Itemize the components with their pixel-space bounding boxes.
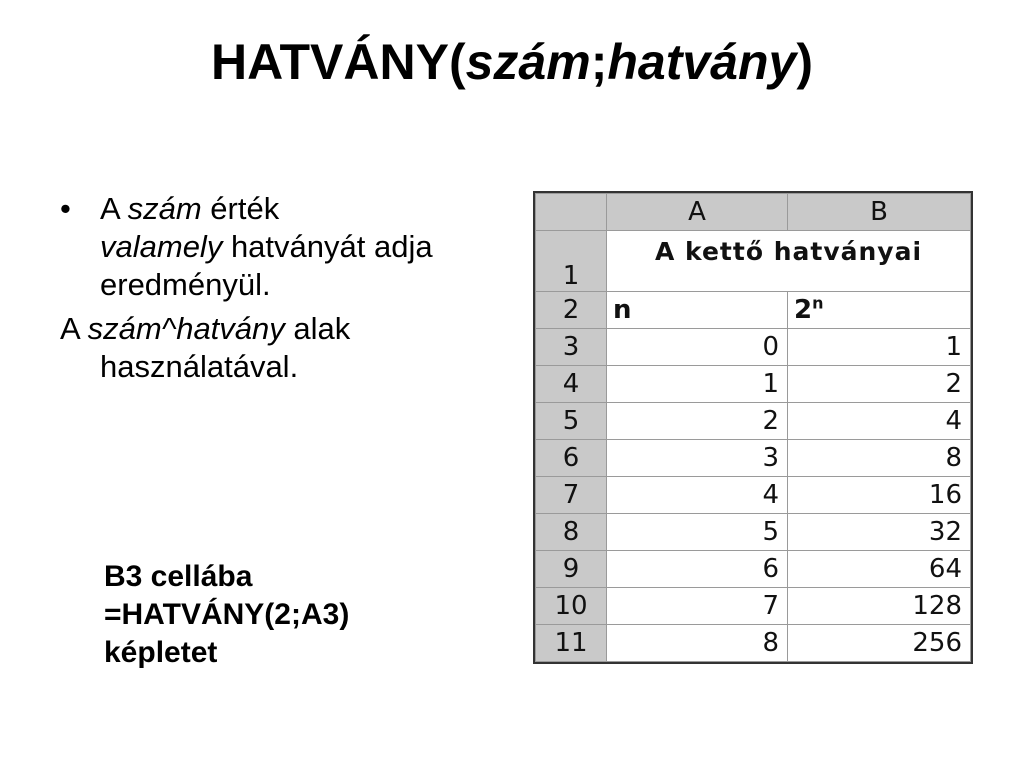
bullet-1-text-c: érték: [201, 191, 280, 226]
cell-b: 64: [788, 551, 971, 588]
row-header: 4: [536, 366, 607, 403]
table-row-title: [536, 231, 971, 292]
row-header: 1: [536, 231, 607, 292]
row-header: 10: [536, 588, 607, 625]
header-power-exponent: n: [812, 293, 824, 313]
cell-a: 2: [607, 403, 788, 440]
spreadsheet-grid: [535, 193, 971, 662]
table-row: [536, 440, 971, 477]
row-header: 11: [536, 625, 607, 662]
note-line-3: képletet: [104, 636, 218, 669]
cell-a: 7: [607, 588, 788, 625]
cell-b: 32: [788, 514, 971, 551]
header-cell-n: n: [607, 292, 788, 329]
formula-note: [104, 558, 349, 672]
cell-b: 16: [788, 477, 971, 514]
row-header: 9: [536, 551, 607, 588]
table-row-header: [536, 292, 971, 329]
cell-a: 5: [607, 514, 788, 551]
cell-b: 2: [788, 366, 971, 403]
title-suffix: ): [796, 34, 813, 90]
table-row: [536, 514, 971, 551]
table-row: [536, 366, 971, 403]
note-line-2: =HATVÁNY(2;A3): [104, 598, 350, 631]
cell-b: 8: [788, 440, 971, 477]
header-power-base: 2: [794, 295, 813, 325]
title-separator: ;: [590, 34, 608, 90]
spreadsheet-image: [533, 191, 973, 664]
page-title: [0, 30, 1024, 94]
header-cell-power: [788, 292, 971, 329]
cell-a: 4: [607, 477, 788, 514]
title-arg1: szám: [465, 34, 591, 90]
row-header: 7: [536, 477, 607, 514]
table-row: [536, 477, 971, 514]
cell-b: 4: [788, 403, 971, 440]
bullet-list: [60, 190, 480, 386]
para-2-text-c: alak használatával.: [100, 311, 351, 384]
table-row: [536, 403, 971, 440]
column-header-row: [536, 194, 971, 231]
para-2-text-a: A: [60, 311, 88, 346]
data-rows: [536, 329, 971, 662]
para-2-text-b: szám^hatvány: [87, 311, 285, 346]
row-header: 2: [536, 292, 607, 329]
table-row: [536, 329, 971, 366]
bullet-1-text-d: valamely: [100, 229, 223, 264]
corner-cell: [536, 194, 607, 231]
cell-a: 6: [607, 551, 788, 588]
bullet-item-1: [60, 190, 480, 304]
paragraph-2: [60, 310, 480, 386]
column-header-a: A: [607, 194, 788, 231]
table-row: [536, 588, 971, 625]
cell-a: 0: [607, 329, 788, 366]
bullet-1-text-b: szám: [127, 191, 202, 226]
cell-a: 1: [607, 366, 788, 403]
cell-b: 1: [788, 329, 971, 366]
row-header: 3: [536, 329, 607, 366]
sheet-title-cell: A kettő hatványai: [607, 231, 971, 292]
row-header: 8: [536, 514, 607, 551]
cell-a: 3: [607, 440, 788, 477]
cell-b: 256: [788, 625, 971, 662]
bullet-dot-icon: •: [60, 191, 71, 226]
note-line-1: B3 cellába: [104, 560, 253, 593]
title-prefix: HATVÁNY(: [211, 34, 466, 90]
row-header: 5: [536, 403, 607, 440]
bullet-1-text-e: hatványát adja eredményül.: [100, 229, 433, 302]
row-header: 6: [536, 440, 607, 477]
table-row: [536, 551, 971, 588]
cell-a: 8: [607, 625, 788, 662]
cell-b: 128: [788, 588, 971, 625]
column-header-b: B: [788, 194, 971, 231]
title-arg2: hatvány: [607, 34, 797, 90]
bullet-1-text-a: A: [100, 191, 128, 226]
table-row: [536, 625, 971, 662]
